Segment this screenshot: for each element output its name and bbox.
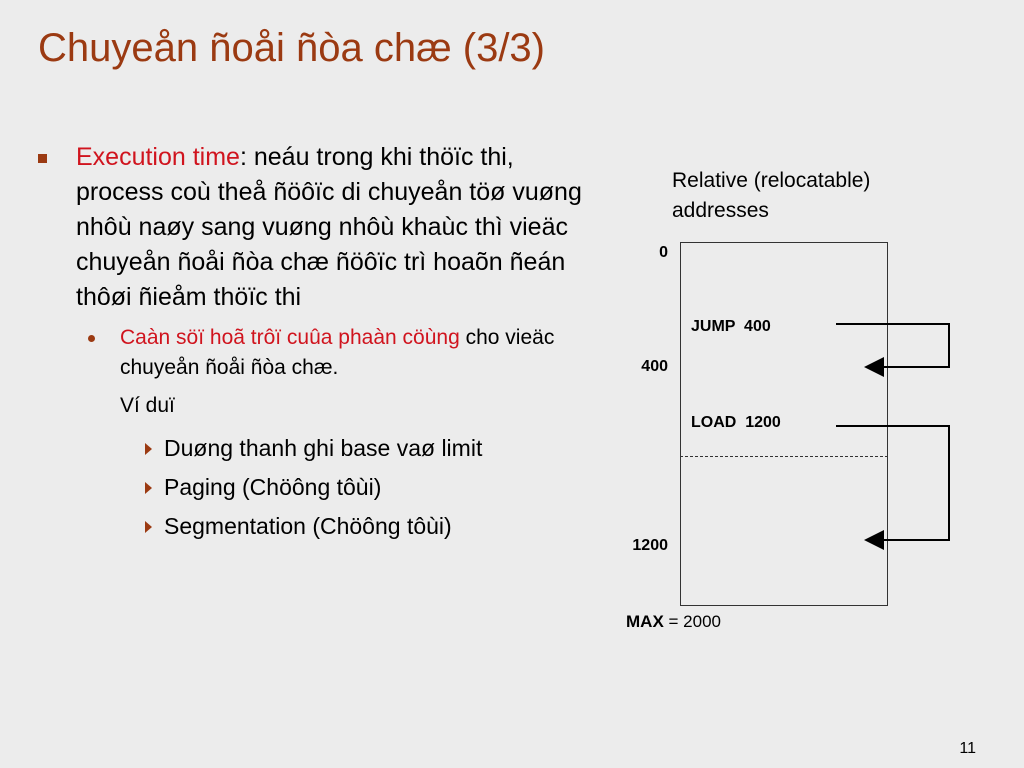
load-instruction: LOAD 1200 [691,414,781,431]
slide-title: Chuyeån ñoåi ñòa chæ (3/3) [38,26,545,70]
max-label [626,612,721,632]
load-arrow [836,426,949,540]
diagram-caption: Relative (relocatable) addresses [672,169,871,222]
list-item-label: Duøng thanh ghi base vaø limit [164,435,483,461]
page-number: 11 [959,740,976,757]
address-label-0: 0 [659,244,668,261]
list-item-label: Paging (Chöông tôùi) [164,474,382,500]
execution-time-text: : neáu trong khi thöïc thi, process coù theå ñöôïc di chuyeån töø vuøng nhôù naøy sang vuøng nhôù khaùc thì vieäc chuyeån ñoåi ñòa chæ ñöôïc trì hoaõn ñeán thôøi ñieåm thöïc thi [76,143,582,311]
address-label-400: 400 [641,358,668,375]
jump-instruction: JUMP 400 [691,318,771,335]
example-label: Ví duï [120,394,175,417]
max-value: = 2000 [668,612,721,631]
hardware-support-text: cho vieäc chuyeån ñoåi ñòa chæ. [120,326,555,379]
address-label-1200: 1200 [632,537,668,554]
max-term: MAX [626,612,664,631]
execution-time-term: Execution time [76,143,240,171]
list-item-label: Segmentation (Chöông tôùi) [164,513,452,539]
jump-arrow [836,324,949,367]
hardware-support-term: Caàn söï hoã trôï cuûa phaàn cöùng [120,326,460,349]
